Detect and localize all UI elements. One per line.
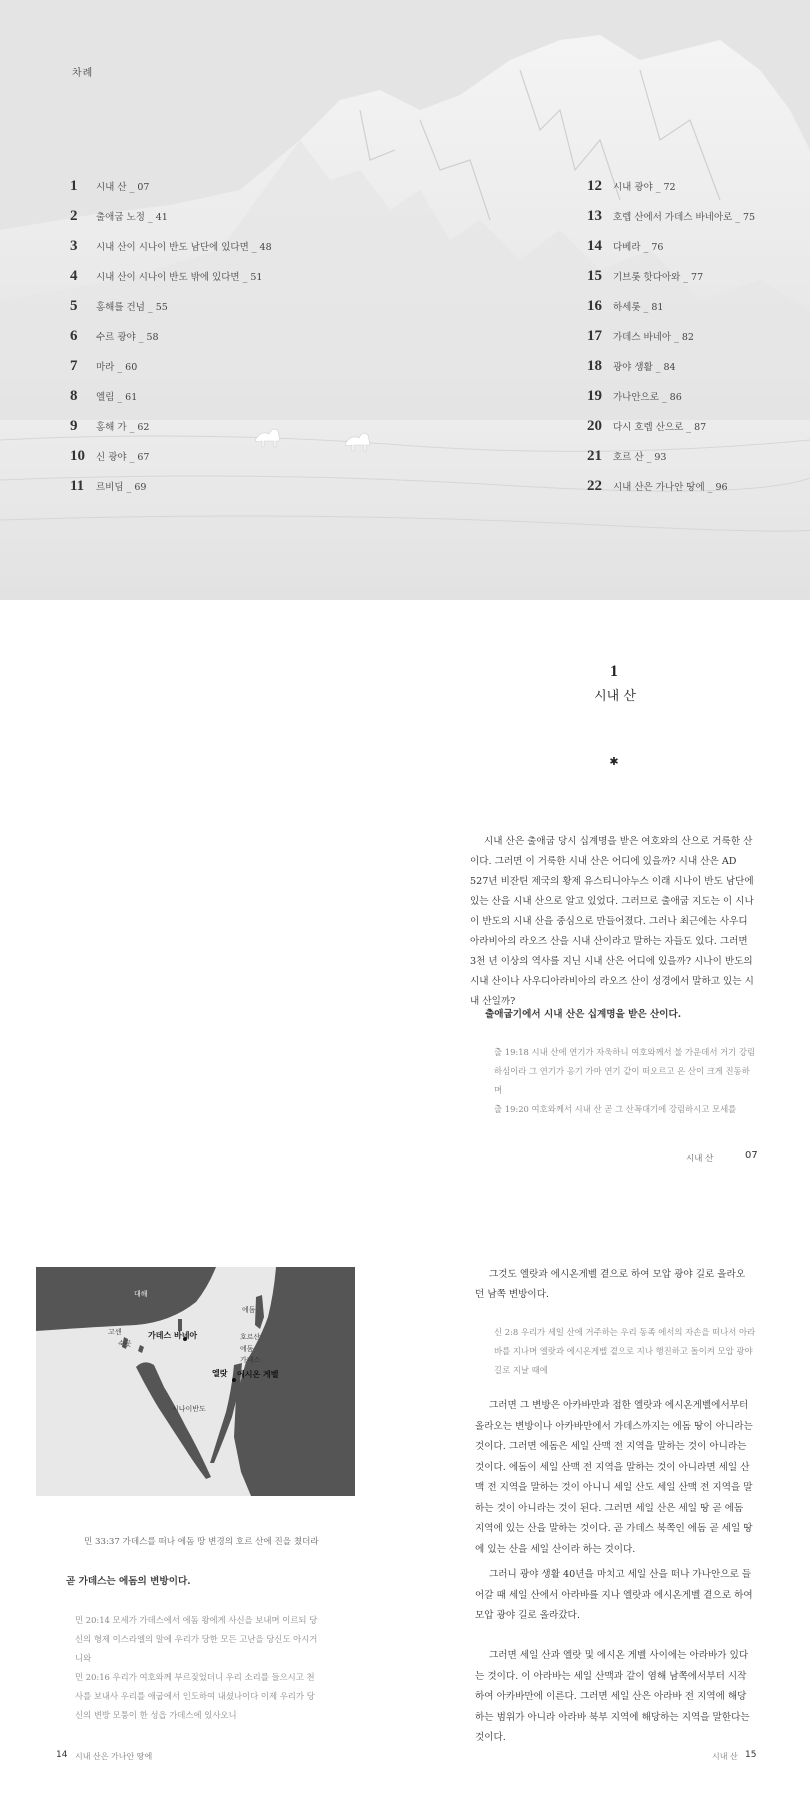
toc-item[interactable] [587,388,755,418]
toc-item-title: 마라 _ 60 [96,362,138,373]
page14-verse-quotes [75,1611,320,1725]
toc-item[interactable] [587,418,755,448]
toc-item-number: 5 [70,298,78,314]
chapter-lead-sentence: 출애굽기에서 시내 산은 십계명을 받은 산이다. [485,1009,682,1020]
toc-item-title: 가데스 바네아 _ 82 [613,332,694,343]
map-label: 숙곳 [118,1340,132,1348]
verse-quote: 출 19:20 여호와께서 시내 산 곧 그 산꼭대기에 강림하시고 모세를 [494,1104,737,1114]
toc-item[interactable] [70,268,272,298]
toc-item-number: 8 [70,388,78,404]
toc-item-number: 19 [587,388,602,404]
toc-item[interactable] [70,478,272,508]
toc-item-title: 호렙 산에서 가데스 바네아로 _ 75 [613,212,756,223]
chapter-verse-quotes [494,1043,756,1119]
toc-item[interactable] [587,178,755,208]
verse-quote: 출 19:18 시내 산에 연기가 자욱하니 여호와께서 불 가운데서 거기 강림하심이라 그 연기가 옹기 가마 연기 같이 떠오르고 온 산이 크게 진동하며 [494,1047,756,1095]
toc-item-title: 하세롯 _ 81 [613,302,664,313]
toc-item-title: 시내 산 _ 07 [96,182,150,193]
toc-item[interactable] [587,208,755,238]
page15-verse-quote: 신 2:8 우리가 세일 산에 거주하는 우리 동족 에서의 자손을 떠나서 아라바를 지나며 엘랏과 에시온게벨 곁으로 지나 행진하고 돌이켜 모압 광야 길로 지날 때에 [494,1327,756,1375]
toc-item-title: 르비딤 _ 69 [96,482,147,493]
page-number: 14 [56,1750,68,1760]
toc-item[interactable] [587,298,755,328]
toc-item-number: 16 [587,298,602,314]
toc-item-number: 13 [587,208,602,224]
toc-item[interactable] [70,328,272,358]
toc-item-number: 18 [587,358,602,374]
toc-item-title: 호르 산 _ 93 [613,452,667,463]
toc-item-title: 출애굽 노정 _ 41 [96,212,168,223]
map-label: 가데스 [240,1356,261,1364]
toc-page [0,0,810,600]
toc-item[interactable] [70,208,272,238]
page14-lead-sentence: 곧 가데스는 에돔의 변방이다. [66,1576,191,1587]
toc-item-title: 기브롯 핫다아와 _ 77 [613,272,704,283]
toc-item[interactable] [70,358,272,388]
toc-item[interactable] [70,238,272,268]
toc-item-number: 2 [70,208,78,224]
page15-intro-text: 그것도 엘랏과 에시온게벨 곁으로 하여 모압 광야 길로 올라오던 남쪽 변방이다. [475,1269,746,1300]
toc-item[interactable] [70,298,272,328]
map-label: 시나이반도 [172,1405,206,1413]
toc-item[interactable] [70,418,272,448]
ornament-icon: ✱ [609,755,619,768]
toc-item-title: 광야 생활 _ 84 [613,362,676,373]
verse-quote: 민 20:16 우리가 여호와께 부르짖었더니 우리 소리를 들으시고 천사를 보내사 우리를 애굽에서 인도하여 내셨나이다 이제 우리가 당신의 변방 모퉁이 한 성읍 가데스에 있사오니 [75,1672,315,1720]
running-footer-label: 시내 산 [686,1154,714,1164]
running-footer-label: 시내 산 [712,1752,738,1761]
page15-body-paragraph: 그러면 그 변방은 아카바만과 접한 엘랏과 에시온게벨에서부터 올라오는 변방이나 아카바만에서 가데스까지는 에돔 땅이 아니라는 것이다. 그러면 에돔은 세일 산맥 전 지역을 말하는 것이 아니라는 것이다. 에돔이 세일 산맥 전 지역을 말하는 것이 아니라면 세일 산맥 전 지역을 말하는 것이 아니니 세일 산도 세일 산맥 전 지역을 말하는 것이 아니라는 것이 된다. 그러면 세일 산은 세일 땅 곧 에돔 지역에 있는 산을 말하는 것이다. 곧 가데스 북쪽인 에돔 곧 세일 땅에 있는 산을 세일 산이라 하는 것이다. [475,1400,753,1555]
map-landmass [36,1267,355,1496]
toc-item-number: 7 [70,358,78,374]
toc-item-title: 수르 광야 _ 58 [96,332,159,343]
toc-item-number: 20 [587,418,602,434]
toc-item-number: 21 [587,448,602,464]
map-label: 에시온 게벨 [237,1370,279,1379]
toc-item[interactable] [70,178,272,208]
toc-left-column [70,178,272,508]
toc-item-title: 시내 산이 시나이 반도 남단에 있다면 _ 48 [96,242,272,253]
page15-body-paragraph: 그러면 세일 산과 엘랏 및 에시온 게벨 사이에는 아라바가 있다는 것이다. 이 아라바는 세일 산맥과 같이 염해 남쪽에서부터 시작하여 아카바만에 이른다. 그러면 세일 산은 아라바 전 지역에 해당하는 범위가 아니라 아라바 북부 지역에 해당하는 지역을 말한다는 것이다. [475,1650,750,1743]
verse-quote: 민 20:14 모세가 가데스에서 에돔 왕에게 사신을 보내며 이르되 당신의 형제 이스라엘의 말에 우리가 당한 모든 고난을 당신도 아시거니와 [75,1615,318,1663]
running-footer-label: 시내 산은 가나안 땅에 [75,1752,153,1761]
toc-item-number: 14 [587,238,602,254]
map-label: 가데스 바네아 [148,1331,198,1340]
toc-item[interactable] [70,388,272,418]
toc-item-title: 다베라 _ 76 [613,242,664,253]
toc-item-title: 홍해를 건넘 _ 55 [96,302,168,313]
map-location-dot [232,1378,236,1382]
toc-item-number: 4 [70,268,78,284]
page-number: 07 [745,1150,758,1161]
toc-item-number: 10 [70,448,85,464]
toc-item[interactable] [587,268,755,298]
chapter-body-text: 시내 산은 출애굽 당시 십계명을 받은 여호와의 산으로 거룩한 산이다. 그러면 이 거룩한 시내 산은 어디에 있을까? 시내 산은 AD 527년 비잔틴 제국의 황제 유스티니아누스 이래 시나이 반도 남단에 있는 산을 시내 산으로 알고 있었다. 그러므로 출애굽 지도는 이 시나이 반도의 시내 산을 중심으로 만들어졌다. 그러나 최근에는 사우디아라비아의 라오즈 산을 시내 산이라고 말하는 자들도 있다. 그러면 3천 년 이상의 역사를 지닌 시내 산은 어디에 있을까? 시나이 반도의 시내 산이나 사우디아라비아의 라오즈 산이 성경에서 말하고 있는 시내 산일까? [470,836,754,1007]
toc-item[interactable] [587,328,755,358]
toc-item-title: 시내 산은 가나안 땅에 _ 96 [613,482,728,493]
toc-item-number: 17 [587,328,602,344]
toc-item-number: 11 [70,478,85,494]
map-label: 에돔 [242,1306,256,1314]
toc-item-number: 6 [70,328,78,344]
toc-item-title: 시내 산이 시나이 반도 밖에 있다면 _ 51 [96,272,263,283]
toc-item-title: 신 광야 _ 67 [96,452,150,463]
toc-item-title: 시내 광야 _ 72 [613,182,676,193]
toc-item-title: 다시 호렙 산으로 _ 87 [613,422,707,433]
toc-item[interactable] [587,358,755,388]
page-number: 15 [745,1750,757,1760]
map-label: 고센 [108,1328,122,1336]
toc-item-number: 22 [587,478,602,494]
map-label: 대해 [134,1290,148,1298]
toc-item-number: 12 [587,178,602,194]
sinai-map [36,1267,355,1496]
toc-item-title: 홍해 가 _ 62 [96,422,150,433]
toc-item-title: 가나안으로 _ 86 [613,392,682,403]
toc-item[interactable] [70,448,272,478]
chapter-number: 1 [610,663,618,680]
toc-item[interactable] [587,448,755,478]
chapter-title: 시내 산 [594,689,636,704]
toc-item[interactable] [587,478,755,508]
toc-heading: 차례 [72,68,94,79]
toc-item-number: 9 [70,418,78,434]
toc-right-column [587,178,755,508]
map-caption: 민 33:37 가데스를 떠나 에돔 땅 변경의 호르 산에 진을 쳤더라 [84,1537,319,1547]
toc-item-number: 15 [587,268,602,284]
map-label: 호르산 [240,1333,261,1341]
toc-item-title: 엘림 _ 61 [96,392,138,403]
toc-item-number: 1 [70,178,78,194]
map-label: 엘랏 [212,1369,228,1378]
toc-item-number: 3 [70,238,78,254]
toc-item[interactable] [587,238,755,268]
page15-body-paragraph: 그러니 광야 생활 40년을 마치고 세일 산을 떠나 가나안으로 들어갈 때 세일 산에서 아라바를 지나 엘랏과 에시온게벨 곁으로 하여 모압 광야 길로 올라갔다. [475,1569,753,1621]
map-label: 에돔 [240,1345,254,1353]
